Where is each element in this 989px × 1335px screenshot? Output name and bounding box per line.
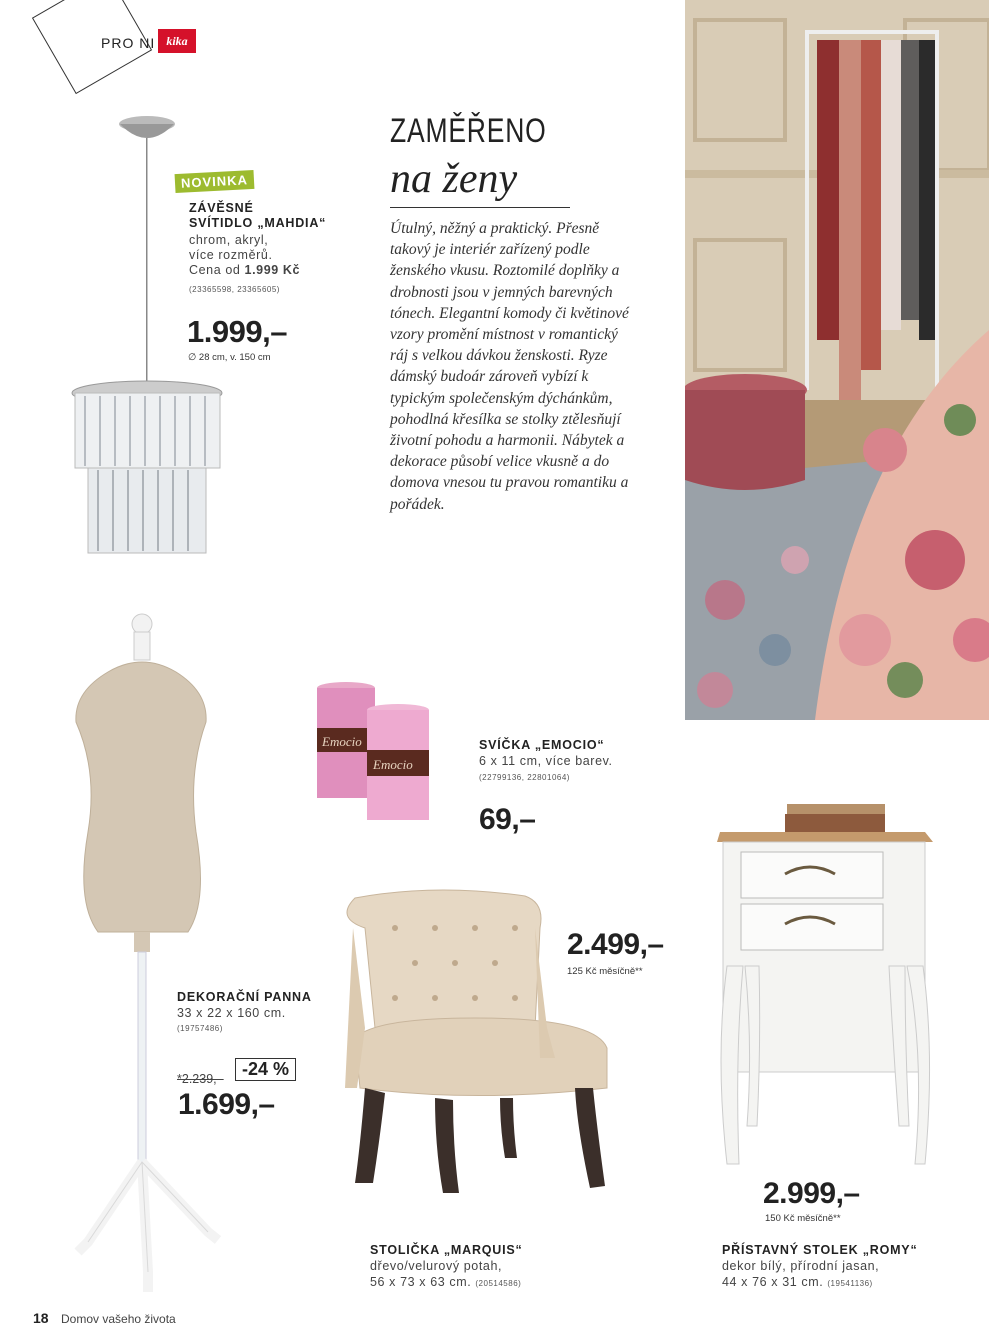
chair-desc-line-2 xyxy=(370,1275,521,1291)
chair-name: STOLIČKA „MARQUIS“ xyxy=(370,1243,523,1257)
lamp-desc-line-1: chrom, akryl, xyxy=(189,233,269,247)
nightstand-dimensions: 44 x 76 x 31 cm. xyxy=(722,1275,824,1289)
candle-name: SVÍČKA „EMOCIO“ xyxy=(479,738,605,752)
nightstand-desc-line-1: dekor bílý, přírodní jasan, xyxy=(722,1259,880,1273)
mannequin-product-code: (19757486) xyxy=(177,1024,223,1033)
candle-product-code: (22799136, 22801064) xyxy=(479,773,570,782)
mannequin-price: 1.699,– xyxy=(178,1088,275,1121)
nightstand-monthly: 150 Kč měsíčně** xyxy=(765,1213,841,1224)
lamp-product-code: (23365598, 23365605) xyxy=(189,285,280,294)
chair-product-code: (20514586) xyxy=(475,1279,522,1288)
chair-desc-line-1: dřevo/velurový potah, xyxy=(370,1259,503,1273)
mannequin-image xyxy=(68,612,228,1312)
lamp-price-from-value: 1.999 Kč xyxy=(244,263,301,277)
candles-image xyxy=(316,680,432,822)
nightstand-price: 2.999,– xyxy=(763,1177,860,1210)
lamp-price-from-label: Cena od xyxy=(189,263,245,277)
lamp-size: ∅ 28 cm, v. 150 cm xyxy=(188,352,271,363)
page-number: 18 xyxy=(33,1310,49,1326)
candle-label-left: Emocio xyxy=(322,734,362,749)
headline-line-1: ZAMĚŘENO xyxy=(390,112,547,150)
section-label: PRO NI xyxy=(101,35,156,51)
lamp-name-line-1: ZÁVĚSNÉ xyxy=(189,201,254,215)
candle-price: 69,– xyxy=(479,803,536,836)
lamp-desc-line-3 xyxy=(189,263,300,278)
discount-badge: -24 % xyxy=(235,1058,296,1081)
chair-dimensions: 56 x 73 x 63 cm. xyxy=(370,1275,472,1289)
candle-label-right: Emocio xyxy=(373,757,413,772)
lamp-price: 1.999,– xyxy=(187,314,287,349)
nightstand-desc-line-2 xyxy=(722,1275,873,1291)
candle-desc: 6 x 11 cm, více barev. xyxy=(479,754,613,768)
chair-monthly: 125 Kč měsíčně** xyxy=(567,966,643,977)
nightstand-name: PŘÍSTAVNÝ STOLEK „ROMY“ xyxy=(722,1243,918,1257)
lamp-desc-line-2: více rozměrů. xyxy=(189,248,273,262)
nightstand-image xyxy=(715,796,935,1168)
intro-text: Útulný, něžný a praktický. Přesně takový je interiér zařízený podle ženského vkusu. Roztomilé doplňky a drobnosti jsou v jemných barevných tónech. Elegantní komody či květinové vzory promění místnost v romantický ráj s velkou dávkou ženskosti. Ryze dámský budoár zároveň vybízí k typickým společenským dýchánkům, pohodlná křesílka se stolky ztělesňují životní pohodu a harmonii. Nábytek a dekorace působí velice vkusně a do domova vnesou tu pravou romantiku a pořádek. xyxy=(390,220,629,513)
kika-logo[interactable]: kika xyxy=(158,29,196,53)
mannequin-old-price: *2.239,– xyxy=(177,1072,224,1086)
headline-divider xyxy=(390,207,570,208)
chair-price: 2.499,– xyxy=(567,928,664,961)
mannequin-name: DEKORAČNÍ PANNA xyxy=(177,990,312,1004)
lamp-name-line-2: SVÍTIDLO „MAHDIA“ xyxy=(189,216,327,230)
headline-line-2: na ženy xyxy=(390,156,518,202)
nightstand-product-code: (19541136) xyxy=(827,1279,873,1288)
footer-slogan: Domov vašeho života xyxy=(61,1312,176,1326)
bedroom-photo xyxy=(685,0,989,720)
mannequin-desc: 33 x 22 x 160 cm. xyxy=(177,1006,286,1020)
new-badge: NOVINKA xyxy=(175,170,255,193)
